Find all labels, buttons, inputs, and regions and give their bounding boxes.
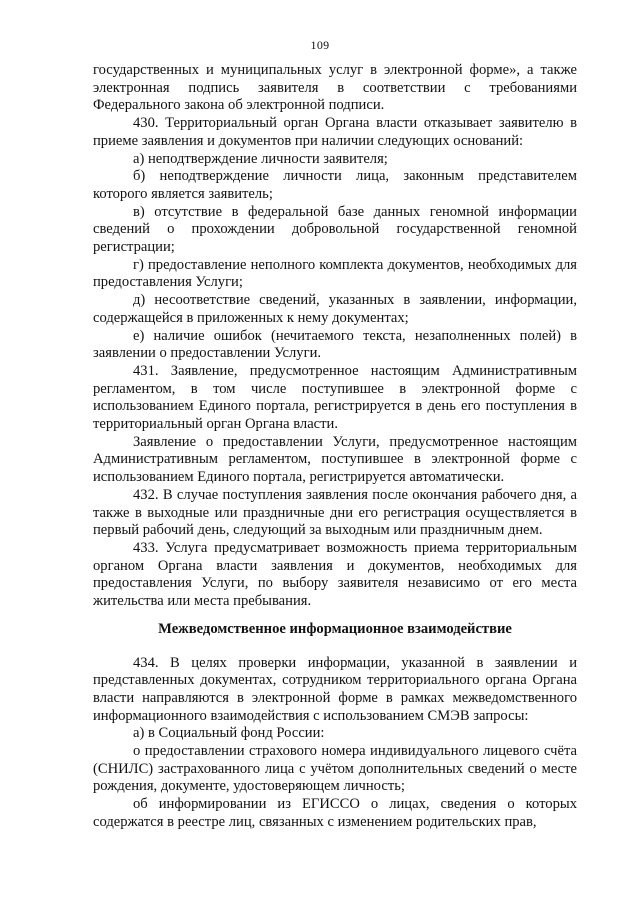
page-number: 109 bbox=[310, 38, 330, 52]
document-body bbox=[93, 62, 577, 832]
section-heading: Межведомственное информационное взаимодействие bbox=[158, 620, 512, 637]
list-item-434a: а) в Социальный фонд России: bbox=[133, 725, 325, 742]
list-item-430e: е) наличие ошибок (нечитаемого текста, незаполненных полей) в заявлении о предоставлении Услуги. bbox=[93, 327, 577, 362]
paragraph-431-cont: Заявление о предоставлении Услуги, предусмотренное настоящим Административным регламентом, поступившее в электронной форме с использованием Единого портала, регистрируется автоматически. bbox=[93, 433, 577, 486]
paragraph-430: 430. Территориальный орган Органа власти отказывает заявителю в приеме заявления и документов при наличии следующих оснований: bbox=[93, 115, 577, 149]
list-item-430v: в) отсутствие в федеральной базе данных геномной информации сведений о прохождении добровольной государственной геномной регистрации; bbox=[93, 203, 577, 256]
paragraph-431: 431. Заявление, предусмотренное настоящим Административным регламентом, в том числе поступившее в электронной форме с использованием Единого портала, регистрируется в день его поступления в территориальный орган Органа власти. bbox=[93, 362, 577, 433]
list-item-434a-1: о предоставлении страхового номера индивидуального лицевого счёта (СНИЛС) застрахованного лица с учётом дополнительных сведений о месте рождения, документе, удостоверяющем личность; bbox=[93, 743, 577, 795]
paragraph-continuation: государственных и муниципальных услуг в электронной форме», а также электронная подпись заявителя в соответствии с требованиями Федерального закона об электронной подписи. bbox=[93, 62, 577, 114]
paragraph-433: 433. Услуга предусматривает возможность приема территориальным органом Органа власти заявления и документов, необходимых для предоставления Услуги, по выбору заявителя независимо от его места жительства или места пребывания. bbox=[93, 539, 577, 610]
list-item-430a: а) неподтверждение личности заявителя; bbox=[133, 150, 388, 167]
list-item-434a-2: об информировании из ЕГИССО о лицах, сведения о которых содержатся в реестре лиц, связанных с изменением родительских прав, bbox=[93, 796, 577, 830]
list-item-430d: д) несоответствие сведений, указанных в заявлении, информации, содержащейся в приложенных к нему документах; bbox=[93, 292, 577, 326]
paragraph-432: 432. В случае поступления заявления после окончания рабочего дня, а также в выходные или праздничные дни его регистрация осуществляется в первый рабочий день, следующий за выходным или праздничным днем. bbox=[93, 486, 577, 539]
list-item-430g: г) предоставление неполного комплекта документов, необходимых для предоставления Услуги; bbox=[93, 256, 577, 291]
paragraph-434: 434. В целях проверки информации, указанной в заявлении и представленных документах, сотрудником территориального органа Органа власти направляются в электронной форме в рамках межведомственного информационного взаимодействия с использованием СМЭВ запросы: bbox=[93, 654, 577, 724]
list-item-430b: б) неподтверждение личности лица, законным представителем которого является заявитель; bbox=[93, 168, 577, 202]
